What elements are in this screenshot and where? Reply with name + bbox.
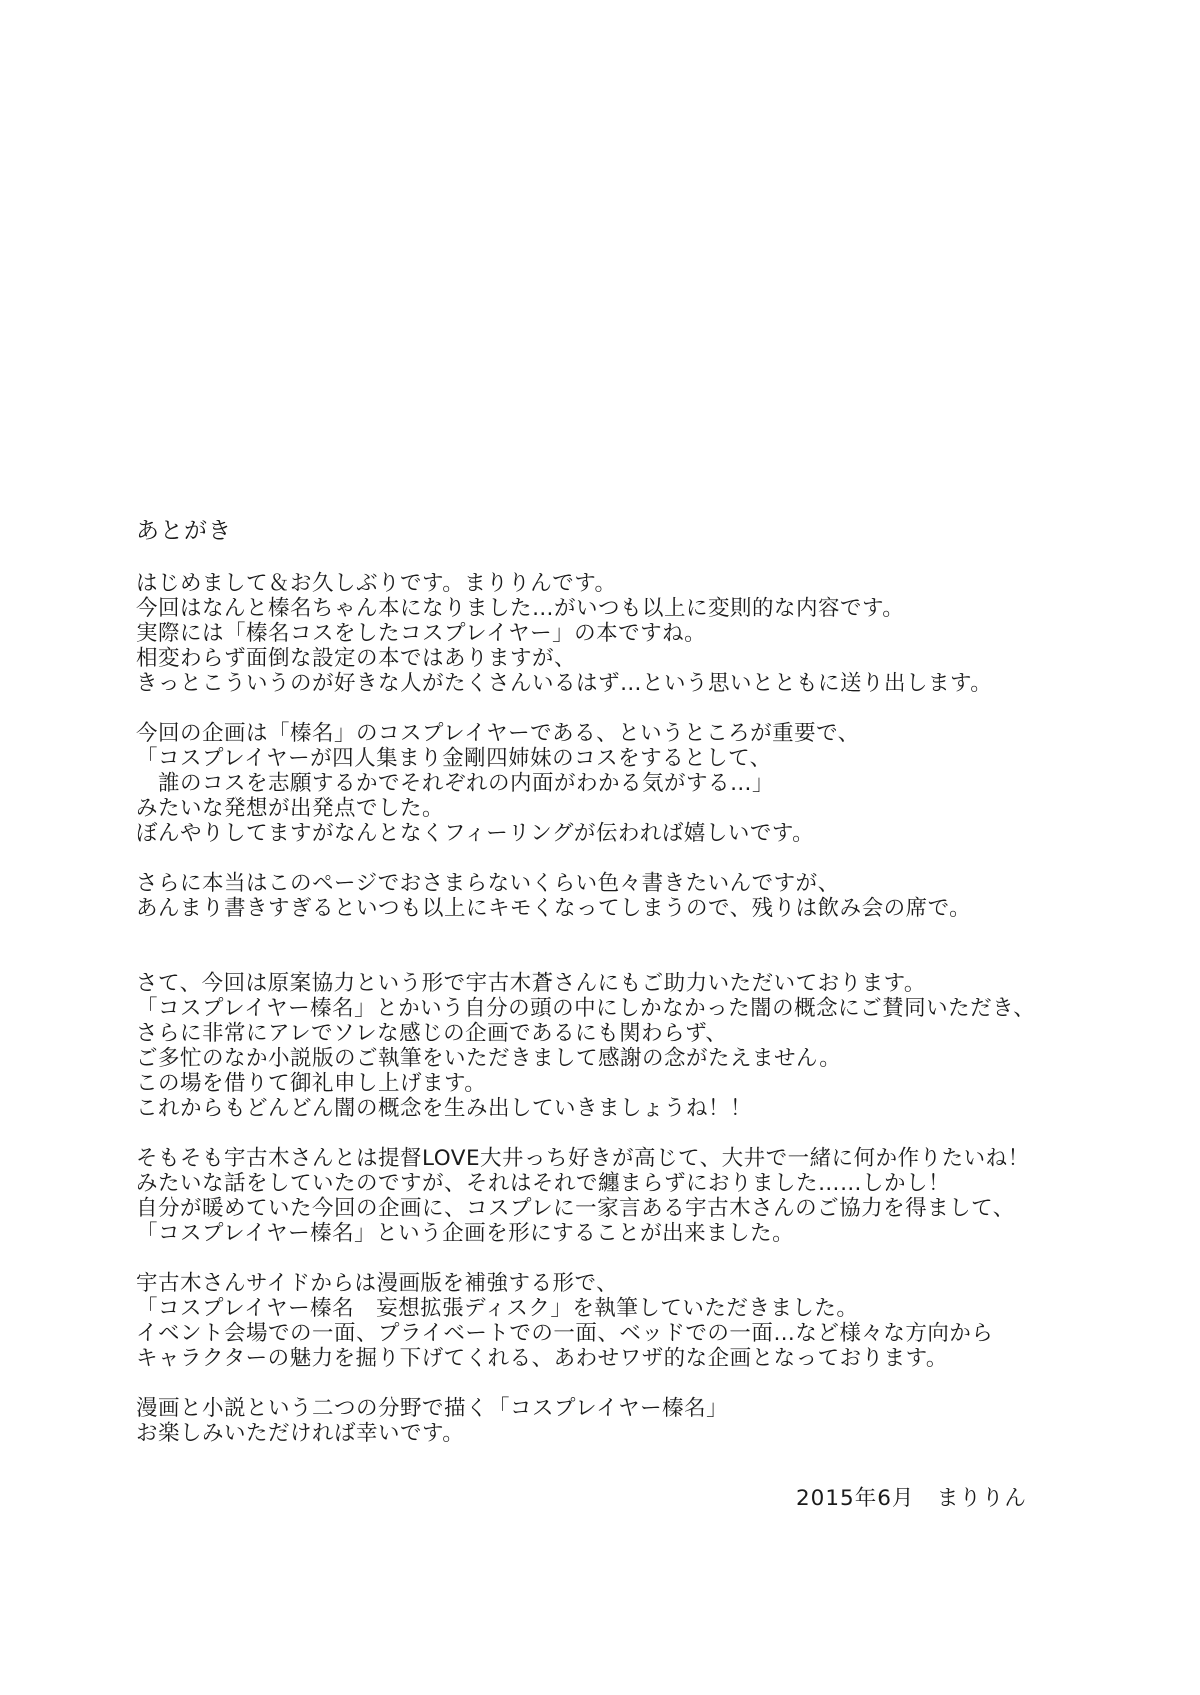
text-line: この場を借りて御礼申し上げます。 bbox=[136, 1071, 487, 1096]
text-line: みたいな発想が出発点でした。 bbox=[136, 796, 445, 821]
text-line: キャラクターの魅力を掘り下げてくれる、あわせワザ的な企画となっております。 bbox=[136, 1346, 948, 1371]
text-line: きっとこういうのが好きな人がたくさんいるはず…という思いとともに送り出します。 bbox=[136, 671, 993, 696]
text-line: そもそも宇古木さんとは提督LOVE大井っち好きが高じて、大井で一緒に何か作りたいね！ bbox=[136, 1146, 1030, 1171]
text-line: 自分が暖めていた今回の企画に、コスプレに一家言ある宇古木さんのご協力を得まして、 bbox=[136, 1196, 1015, 1221]
text-line: さらに非常にアレでソレな感じの企画であるにも関わらず、 bbox=[136, 1021, 728, 1046]
paragraph-history bbox=[136, 1146, 1156, 1246]
text-line: さらに本当はこのページでおさまらないくらい色々書きたいんですが、 bbox=[136, 871, 840, 896]
afterword-title: あとがき bbox=[136, 518, 232, 544]
text-line: 誰のコスを志願するかでそれぞれの内面がわかる気がする…」 bbox=[136, 771, 775, 796]
text-line: みたいな話をしていたのですが、それはそれで纏まらずにおりました……しかし！ bbox=[136, 1171, 951, 1196]
text-line: はじめまして＆お久しぶりです。まりりんです。 bbox=[136, 571, 617, 596]
text-line: お楽しみいただければ幸いです。 bbox=[136, 1421, 465, 1446]
text-line: ご多忙のなか小説版のご執筆をいただきまして感謝の念がたえません。 bbox=[136, 1046, 842, 1071]
paragraph-thanks bbox=[136, 971, 1156, 1121]
text-line: 今回の企画は「榛名」のコスプレイヤーである、というところが重要で、 bbox=[136, 721, 860, 746]
text-line: 相変わらず面倒な設定の本ではありますが、 bbox=[136, 646, 577, 671]
text-line: イベント会場での一面、プライベートでの一面、ベッドでの一面…など様々な方向から bbox=[136, 1321, 994, 1346]
text-line: 今回はなんと榛名ちゃん本になりました…がいつも以上に変則的な内容です。 bbox=[136, 596, 905, 621]
text-line: 漫画と小説という二つの分野で描く「コスプレイヤー榛名」 bbox=[136, 1396, 729, 1421]
text-line: さて、今回は原案協力という形で宇古木蒼さんにもご助力いただいております。 bbox=[136, 971, 926, 996]
paragraph-intro bbox=[136, 571, 1156, 696]
signature-line: 2015年6月 まりりん bbox=[796, 1486, 1027, 1511]
text-line: 宇古木さんサイドからは漫画版を補強する形で、 bbox=[136, 1271, 619, 1296]
text-line: 実際には「榛名コスをしたコスプレイヤー」の本ですね。 bbox=[136, 621, 707, 646]
text-line: あんまり書きすぎるといつも以上にキモくなってしまうので、残りは飲み会の席で。 bbox=[136, 896, 972, 921]
afterword-content bbox=[136, 518, 1156, 1511]
text-line: これからもどんどん闇の概念を生み出していきましょうね！！ bbox=[136, 1096, 753, 1121]
text-line: 「コスプレイヤー榛名」とかいう自分の頭の中にしかなかった闇の概念にご賛同いただき、 bbox=[136, 996, 1036, 1021]
text-line: ぼんやりしてますがなんとなくフィーリングが伝われば嬉しいです。 bbox=[136, 821, 815, 846]
paragraph-aside bbox=[136, 871, 1156, 921]
text-line: 「コスプレイヤー榛名」という企画を形にすることが出来ました。 bbox=[136, 1221, 795, 1246]
paragraph-novel bbox=[136, 1271, 1156, 1371]
paragraph-concept bbox=[136, 721, 1156, 846]
text-line: 「コスプレイヤーが四人集まり金剛四姉妹のコスをするとして、 bbox=[136, 746, 772, 771]
text-line: 「コスプレイヤー榛名 妄想拡張ディスク」を執筆していただきました。 bbox=[136, 1296, 859, 1321]
paragraph-closing bbox=[136, 1396, 1156, 1446]
